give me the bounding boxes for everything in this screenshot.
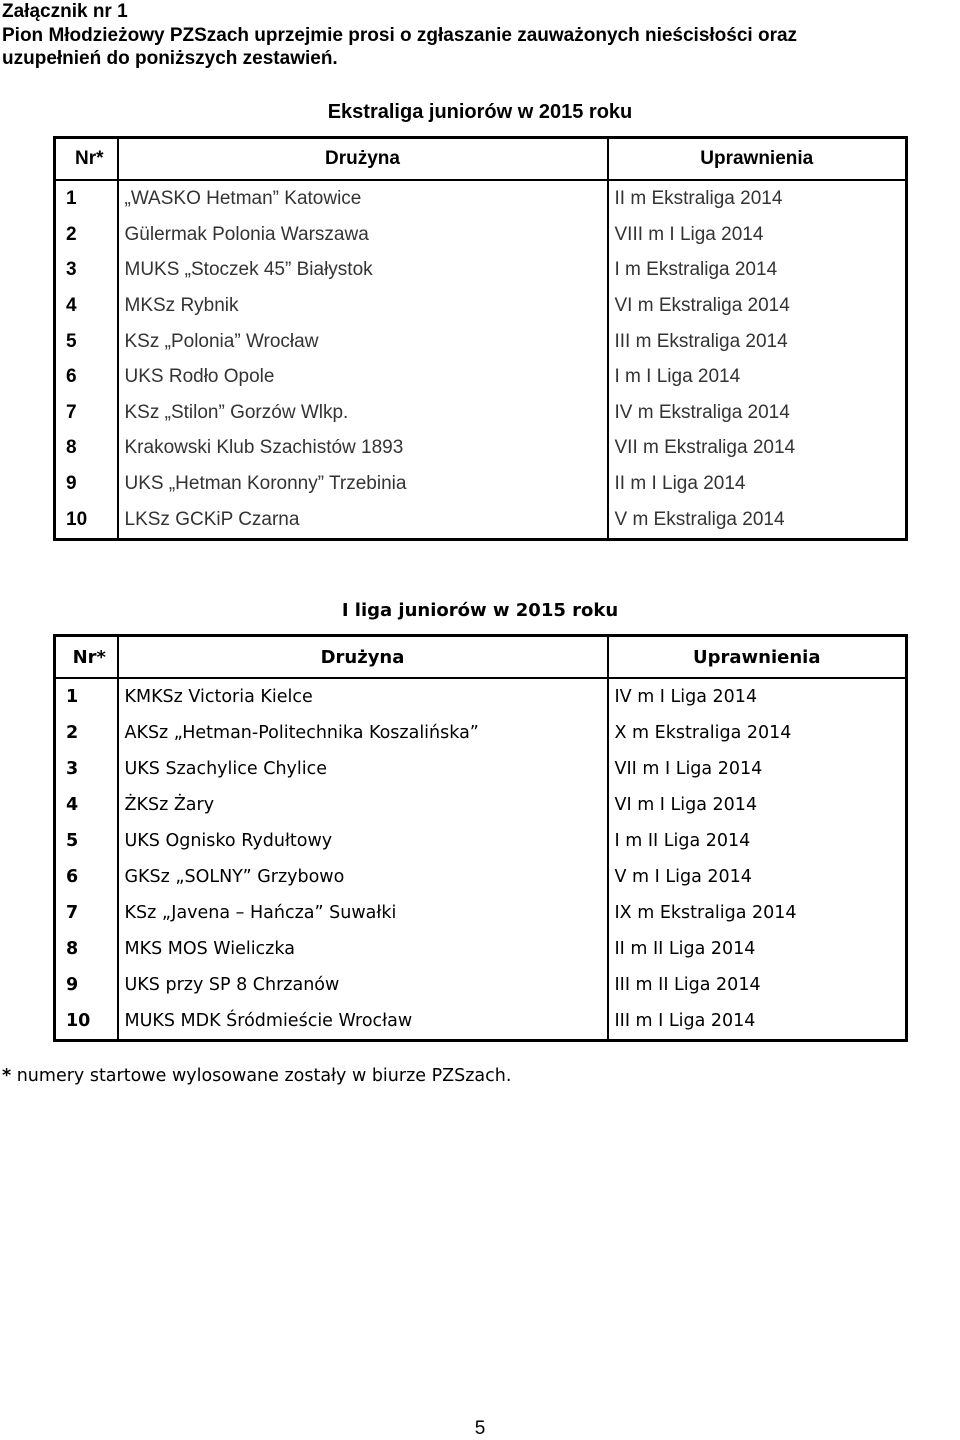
club-name: MUKS MDK Śródmieście Wrocław — [118, 1003, 608, 1041]
row-number: 2 — [55, 715, 118, 751]
table-row — [55, 787, 907, 823]
table-row — [55, 217, 907, 253]
column-header-qualification: Uprawnienia — [608, 636, 907, 679]
row-number: 8 — [55, 931, 118, 967]
qualification: II m Ekstraliga 2014 — [608, 180, 907, 217]
row-number: 10 — [55, 1003, 118, 1041]
page-number: 5 — [474, 1418, 486, 1439]
club-name: UKS „Hetman Koronny” Trzebinia — [118, 466, 608, 502]
row-number: 3 — [55, 751, 118, 787]
qualification: II m I Liga 2014 — [608, 466, 907, 502]
club-name: MKSz Rybnik — [118, 288, 608, 324]
qualification: VI m Ekstraliga 2014 — [608, 288, 907, 324]
row-number: 7 — [55, 895, 118, 931]
club-name: MUKS „Stoczek 45” Białystok — [118, 253, 608, 289]
qualification: VIII m I Liga 2014 — [608, 217, 907, 253]
table-header-row — [55, 138, 907, 181]
row-number: 9 — [55, 466, 118, 502]
ekstraliga-table — [53, 136, 908, 541]
request-text-line-1: Pion Młodzieżowy PZSzach uprzejmie prosi o zgłaszanie zauważonych nieścisłości oraz — [2, 24, 798, 46]
club-name: UKS Szachylice Chylice — [118, 751, 608, 787]
table-row — [55, 1003, 907, 1041]
row-number: 5 — [55, 324, 118, 360]
qualification: V m I Liga 2014 — [608, 859, 907, 895]
qualification: IV m I Liga 2014 — [608, 678, 907, 715]
qualification: V m Ekstraliga 2014 — [608, 501, 907, 539]
column-header-club: Drużyna — [118, 636, 608, 679]
footnote-text: numery startowe wylosowane zostały w biurze PZSzach. — [11, 1066, 512, 1086]
qualification: I m I Liga 2014 — [608, 359, 907, 395]
footnote-marker: * — [2, 1066, 12, 1086]
qualification: III m Ekstraliga 2014 — [608, 324, 907, 360]
qualification: IX m Ekstraliga 2014 — [608, 895, 907, 931]
table-row — [55, 395, 907, 431]
club-name: UKS przy SP 8 Chrzanów — [118, 967, 608, 1003]
row-number: 6 — [55, 859, 118, 895]
request-text-line-2: uzupełnień do poniższych zestawień. — [2, 48, 338, 69]
document-header — [2, 0, 958, 71]
iliga-title: I liga juniorów w 2015 roku — [341, 600, 619, 621]
row-number: 10 — [55, 501, 118, 539]
table-header-row — [55, 636, 907, 679]
table-row — [55, 253, 907, 289]
qualification: VI m I Liga 2014 — [608, 787, 907, 823]
table-row — [55, 180, 907, 217]
club-name: LKSz GCKiP Czarna — [118, 501, 608, 539]
qualification: VII m Ekstraliga 2014 — [608, 430, 907, 466]
table-row — [55, 895, 907, 931]
row-number: 3 — [55, 253, 118, 289]
row-number: 5 — [55, 823, 118, 859]
row-number: 1 — [55, 180, 118, 217]
table-row — [55, 967, 907, 1003]
table-row — [55, 288, 907, 324]
table-row — [55, 466, 907, 502]
iliga-table — [53, 634, 908, 1042]
table-row — [55, 823, 907, 859]
table-row — [55, 678, 907, 715]
table-row — [55, 715, 907, 751]
qualification: III m I Liga 2014 — [608, 1003, 907, 1041]
club-name: UKS Ognisko Rydułtowy — [118, 823, 608, 859]
table-row — [55, 501, 907, 539]
qualification: II m II Liga 2014 — [608, 931, 907, 967]
table-row — [55, 751, 907, 787]
club-name: Krakowski Klub Szachistów 1893 — [118, 430, 608, 466]
club-name: KSz „Javena – Hańcza” Suwałki — [118, 895, 608, 931]
club-name: MKS MOS Wieliczka — [118, 931, 608, 967]
club-name: ŻKSz Żary — [118, 787, 608, 823]
row-number: 4 — [55, 288, 118, 324]
column-header-club: Drużyna — [118, 138, 608, 181]
club-name: GKSz „SOLNY” Grzybowo — [118, 859, 608, 895]
row-number: 4 — [55, 787, 118, 823]
table-row — [55, 859, 907, 895]
column-header-nr: Nr* — [55, 138, 118, 181]
row-number: 7 — [55, 395, 118, 431]
qualification: III m II Liga 2014 — [608, 967, 907, 1003]
qualification: X m Ekstraliga 2014 — [608, 715, 907, 751]
row-number: 9 — [55, 967, 118, 1003]
row-number: 1 — [55, 678, 118, 715]
qualification: I m II Liga 2014 — [608, 823, 907, 859]
qualification: IV m Ekstraliga 2014 — [608, 395, 907, 431]
club-name: Gülermak Polonia Warszawa — [118, 217, 608, 253]
club-name: KSz „Polonia” Wrocław — [118, 324, 608, 360]
club-name: UKS Rodło Opole — [118, 359, 608, 395]
table-row — [55, 931, 907, 967]
footnote — [2, 1066, 511, 1086]
attachment-label: Załącznik nr 1 — [2, 1, 128, 22]
club-name: KSz „Stilon” Gorzów Wlkp. — [118, 395, 608, 431]
qualification: I m Ekstraliga 2014 — [608, 253, 907, 289]
qualification: VII m I Liga 2014 — [608, 751, 907, 787]
club-name: KMKSz Victoria Kielce — [118, 678, 608, 715]
table-row — [55, 430, 907, 466]
club-name: AKSz „Hetman-Politechnika Koszalińska” — [118, 715, 608, 751]
table-row — [55, 324, 907, 360]
table-row — [55, 359, 907, 395]
column-header-nr: Nr* — [55, 636, 118, 679]
club-name: „WASKO Hetman” Katowice — [118, 180, 608, 217]
column-header-qualification: Uprawnienia — [608, 138, 907, 181]
row-number: 8 — [55, 430, 118, 466]
ekstraliga-title: Ekstraliga juniorów w 2015 roku — [327, 101, 633, 123]
row-number: 2 — [55, 217, 118, 253]
row-number: 6 — [55, 359, 118, 395]
